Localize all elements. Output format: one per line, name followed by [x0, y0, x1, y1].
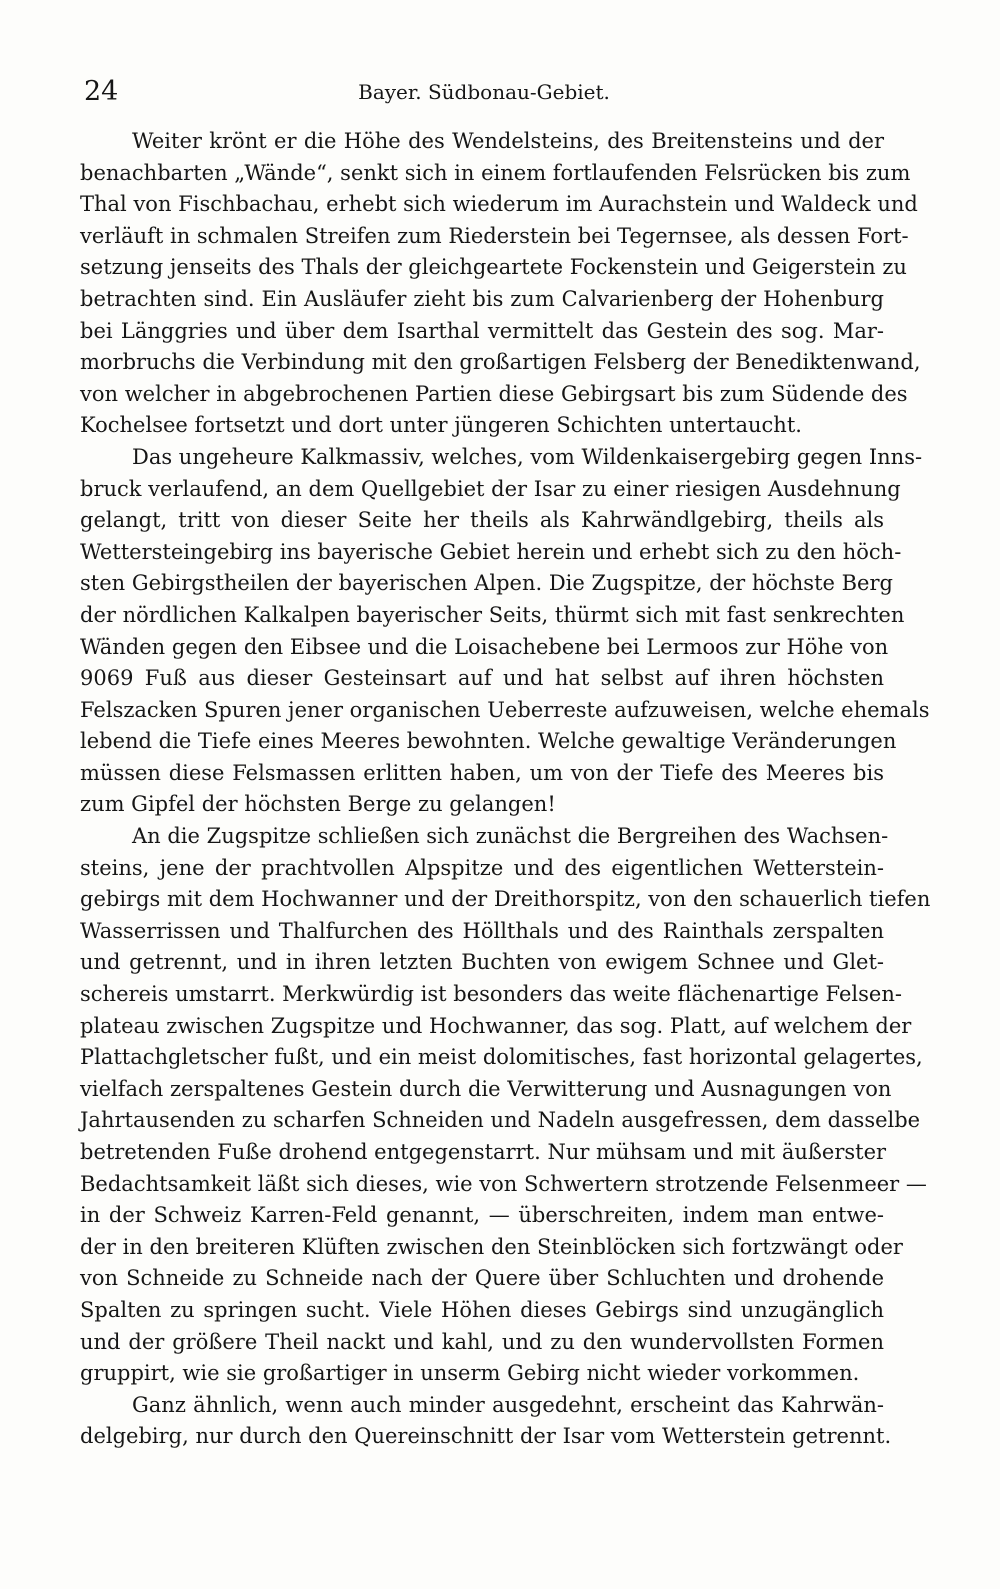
- text-line: benachbarten „Wände“, senkt sich in einem fortlaufenden Felsrücken bis zum: [80, 160, 911, 185]
- text-line: Weiter krönt er die Höhe des Wendelsteins, des Breitensteins und der: [132, 129, 884, 153]
- text-line: bei Länggries und über dem Isarthal vermittelt das Gestein des sog. Mar-: [80, 318, 884, 343]
- text-line: Jahrtausenden zu scharfen Schneiden und Nadeln ausgefressen, dem dasselbe: [80, 1108, 921, 1133]
- paragraph-zugspitze: [80, 821, 931, 1390]
- text-line: plateau zwischen Zugspitze und Hochwanner, das sog. Platt, auf welchem der: [80, 1013, 912, 1038]
- text-line: setzung jenseits des Thals der gleichgeartete Fockenstein und Geigerstein zu: [80, 255, 907, 280]
- text-line: Kochelsee fortsetzt und dort unter jüngeren Schichten untertaucht.: [80, 413, 802, 438]
- text-line: betrachten sind. Ein Ausläufer zieht bis zum Calvarienberg der Hohenburg: [80, 286, 884, 311]
- text-line: gruppirt, wie sie großartiger in unserm Gebirg nicht wieder vorkommen.: [80, 1361, 860, 1386]
- text-line: in der Schweiz Karren-Feld genannt, — überschreiten, indem man entwe-: [80, 1203, 884, 1228]
- text-line: morbruchs die Verbindung mit den großartigen Felsberg der Benediktenwand,: [80, 350, 921, 375]
- text-line: schereis umstarrt. Merkwürdig ist besonders das weite flächenartige Felsen-: [80, 982, 902, 1007]
- paragraph-kahrwaendelgebirg: [80, 1390, 892, 1453]
- paragraph-kalkmassiv: [80, 442, 930, 821]
- text-line: bruck verlaufend, an dem Quellgebiet der Isar zu einer riesigen Ausdehnung: [80, 476, 901, 501]
- text-line: verläuft in schmalen Streifen zum Riederstein bei Tegernsee, als dessen Fort-: [80, 223, 909, 248]
- text-line: von welcher in abgebrochenen Partien diese Gebirgsart bis zum Südende des: [80, 381, 908, 406]
- text-line: lebend die Tiefe eines Meeres bewohnten. Welche gewaltige Veränderungen: [80, 729, 897, 754]
- text-line: Wettersteingebirg ins bayerische Gebiet herein und erhebt sich zu den höch-: [80, 539, 902, 564]
- text-line: und getrennt, und in ihren letzten Buchten von ewigem Schnee und Glet-: [80, 950, 884, 975]
- text-line: Wänden gegen den Eibsee und die Loisachebene bei Lermoos zur Höhe von: [80, 634, 889, 659]
- text-line: und der größere Theil nackt und kahl, und zu den wundervollsten Formen: [80, 1329, 884, 1354]
- running-head: [84, 76, 884, 112]
- text-line: 9069 Fuß aus dieser Gesteinsart auf und hat selbst auf ihren höchsten: [80, 666, 884, 691]
- text-line: müssen diese Felsmassen erlitten haben, um von der Tiefe des Meeres bis: [80, 760, 884, 785]
- text-line: Bedachtsamkeit läßt sich dieses, wie von Schwertern strotzende Felsenmeer —: [80, 1171, 927, 1196]
- text-line: betretenden Fuße drohend entgegenstarrt. Nur mühsam und mit äußerster: [80, 1140, 887, 1164]
- running-head-title: Bayer. Südbonau-Gebiet.: [358, 80, 610, 104]
- text-line: von Schneide zu Schneide nach der Quere über Schluchten und drohende: [80, 1266, 884, 1291]
- body-text: [80, 126, 931, 1453]
- text-line: gebirgs mit dem Hochwanner und der Dreithorspitz, von den schauerlich tiefen: [80, 887, 931, 912]
- text-line: Spalten zu springen sucht. Viele Höhen dieses Gebirgs sind unzugänglich: [80, 1297, 884, 1322]
- paragraph-wendelstein: [80, 126, 921, 442]
- text-line: Thal von Fischbachau, erhebt sich wiederum im Aurachstein und Waldeck und: [80, 192, 918, 217]
- text-line: der nördlichen Kalkalpen bayerischer Seits, thürmt sich mit fast senkrechten: [80, 602, 905, 627]
- page-number: 24: [84, 76, 119, 107]
- text-line: vielfach zerspaltenes Gestein durch die Verwitterung und Ausnagungen von: [80, 1076, 892, 1101]
- text-line: Plattachgletscher fußt, und ein meist dolomitisches, fast horizontal gelagertes,: [80, 1045, 923, 1070]
- text-line: Das ungeheure Kalkmassiv, welches, vom Wildenkaisergebirg gegen Inns-: [132, 444, 923, 469]
- text-line: sten Gebirgstheilen der bayerischen Alpen. Die Zugspitze, der höchste Berg: [80, 571, 893, 596]
- text-line: Ganz ähnlich, wenn auch minder ausgedehnt, erscheint das Kahrwän-: [132, 1392, 884, 1417]
- text-line: steins, jene der prachtvollen Alpspitze und des eigentlichen Wetterstein-: [80, 855, 884, 880]
- text-line: delgebirg, nur durch den Quereinschnitt der Isar vom Wetterstein getrennt.: [80, 1424, 892, 1449]
- text-line: gelangt, tritt von dieser Seite her theils als Kahrwändlgebirg, theils als: [80, 508, 884, 533]
- text-line: Wasserrissen und Thalfurchen des Höllthals und des Rainthals zerspalten: [80, 918, 884, 943]
- text-line: der in den breiteren Klüften zwischen den Steinblöcken sich fortzwängt oder: [80, 1234, 903, 1259]
- text-line: zum Gipfel der höchsten Berge zu gelangen!: [80, 792, 556, 817]
- text-line: Felszacken Spuren jener organischen Ueberreste aufzuweisen, welche ehemals: [80, 697, 930, 722]
- text-line: An die Zugspitze schließen sich zunächst die Bergreihen des Wachsen-: [132, 824, 889, 849]
